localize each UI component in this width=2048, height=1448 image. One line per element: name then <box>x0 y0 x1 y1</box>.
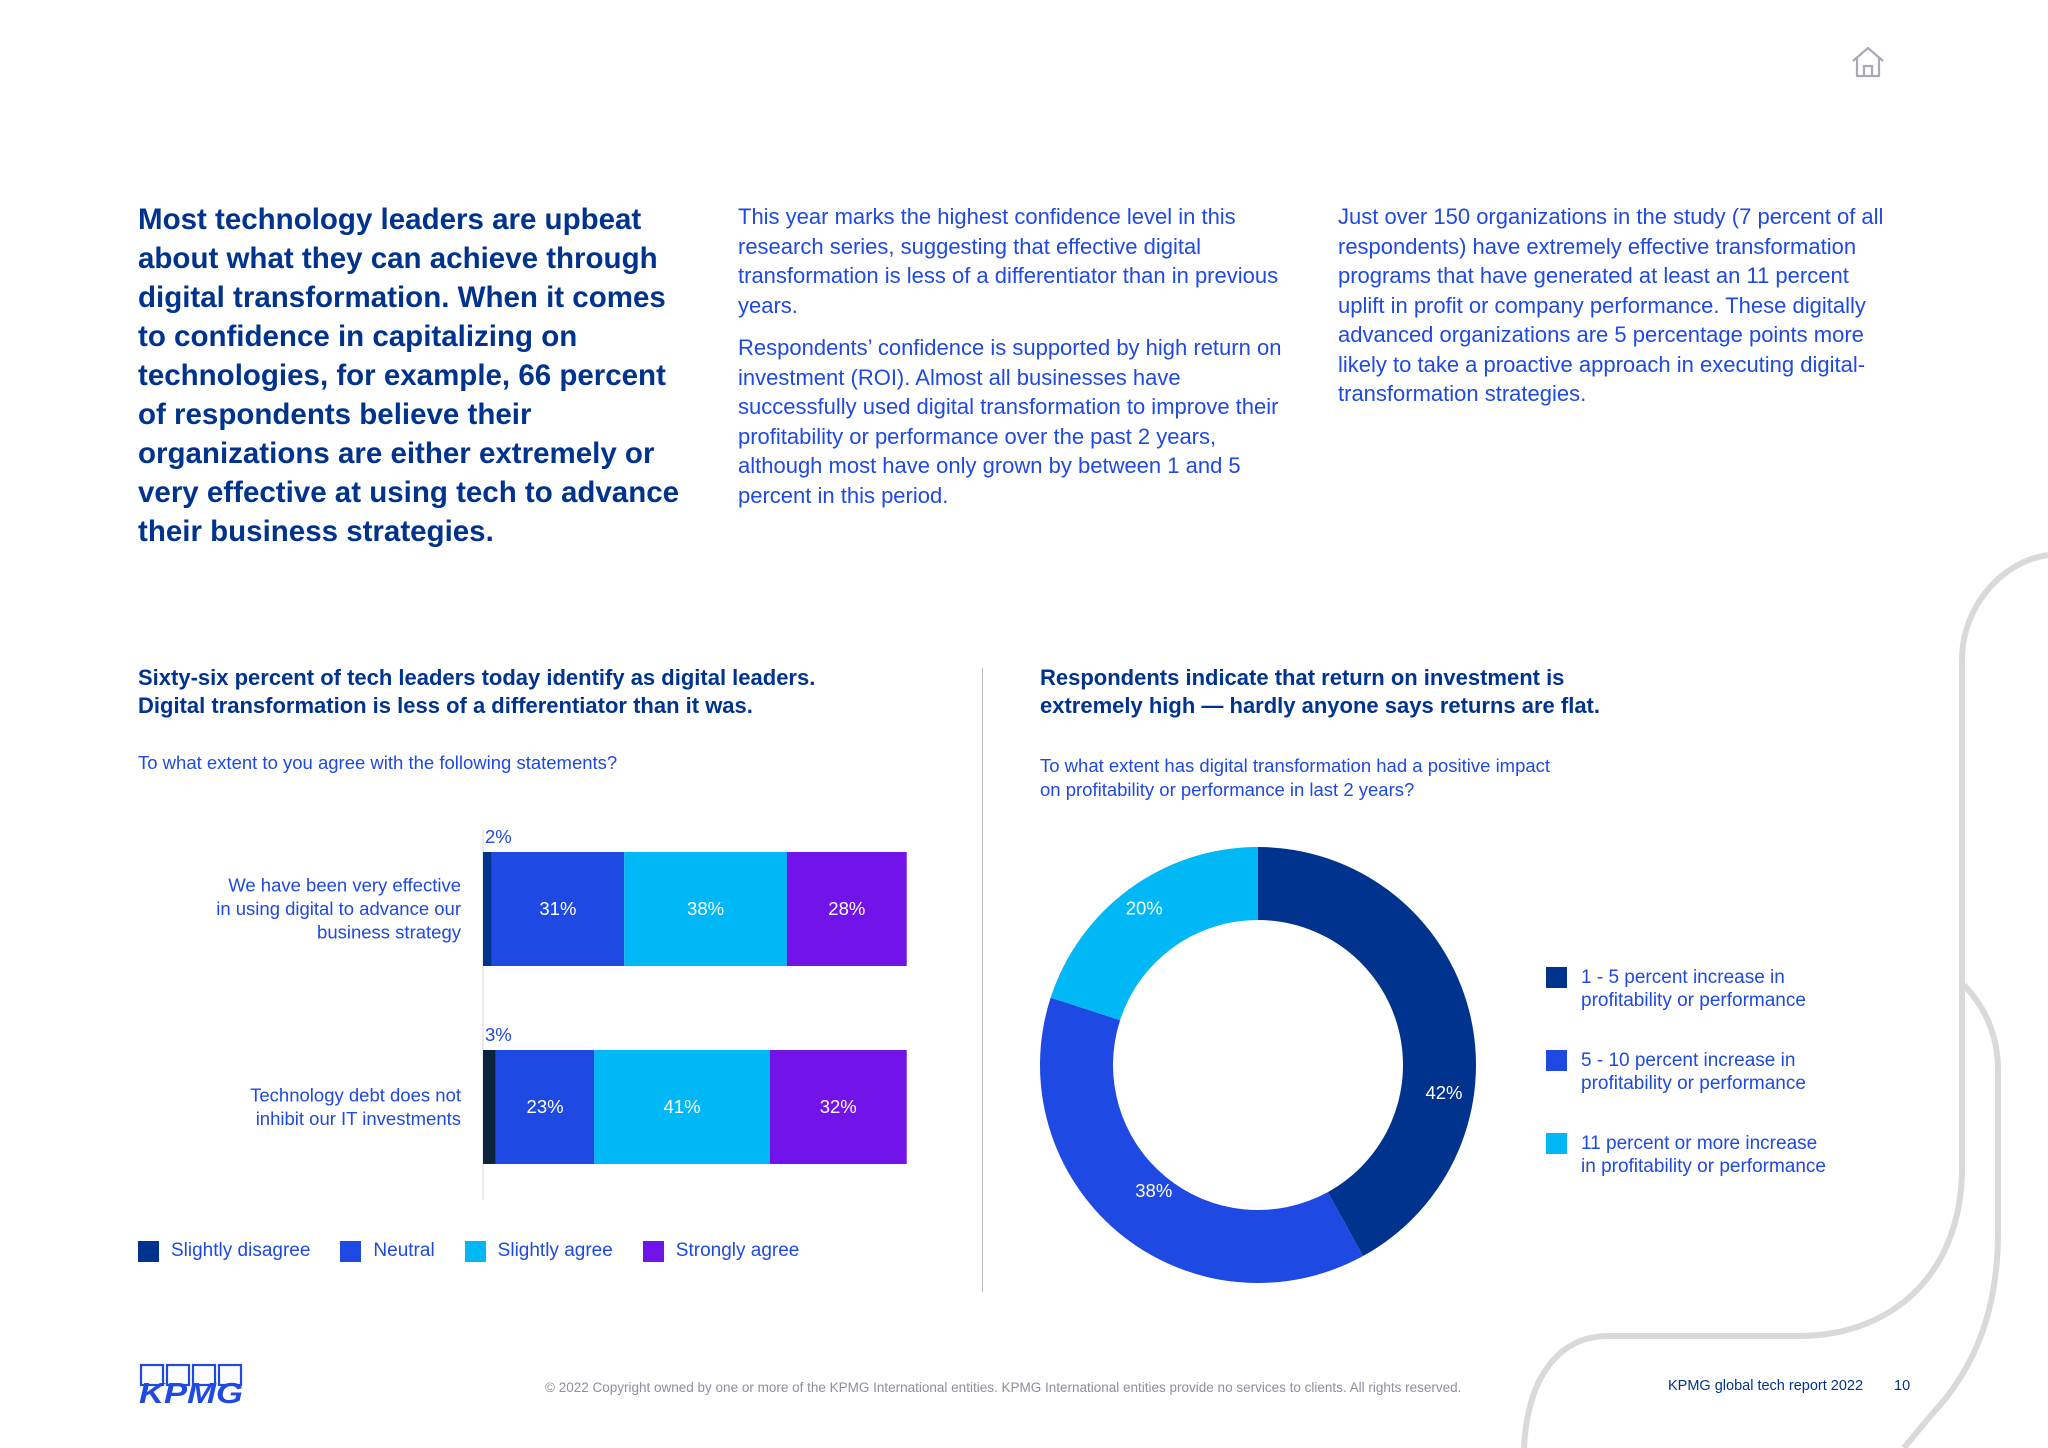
stacked-bar-chart <box>138 820 958 1200</box>
donut-chart-title <box>1040 664 1740 720</box>
bar-data-label: 23% <box>526 1096 564 1117</box>
bar-chart-title <box>138 664 958 720</box>
intro-col2-paragraph-2: Respondents’ confidence is supported by high return on investment (ROI). Almost all businesses have successfully used digital transformation to improve their profitability or performance over the past 2 years, although most have only grown by between 1 and 5 percent in this period. <box>738 335 1282 508</box>
bar-chart-question: To what extent to you agree with the following statements? <box>138 752 618 773</box>
home-icon[interactable] <box>1848 42 1888 82</box>
bar-data-label: 3% <box>485 1024 512 1045</box>
legend-item-11-plus-percent <box>1546 1132 1861 1178</box>
bar-data-label: 38% <box>687 898 725 919</box>
bar-category-label: Technology debt does not <box>250 1084 461 1106</box>
legend-text-line: 1 - 5 percent increase in <box>1581 967 1785 988</box>
intro-column-2 <box>738 202 1298 523</box>
donut-data-label: 20% <box>1125 897 1163 919</box>
intro-col2-paragraph-1: This year marks the highest confidence level in this research series, suggesting that effective digital transformation is less of a differentiator than in previous years. <box>738 204 1279 318</box>
legend-text-11-plus-percent <box>1581 1132 1861 1178</box>
bar-data-label: 2% <box>485 826 512 847</box>
intro-col3-paragraph-1: Just over 150 organizations in the study (7 percent of all respondents) have extremely effective transformation programs that have generated at least an 11 percent uplift in profit or company performance. These digitally advanced organizations are 5 percentage points more likely to take a proactive approach in executing digital-transformation strategies. <box>1338 204 1884 406</box>
legend-text-line: 11 percent or more increase <box>1581 1133 1818 1154</box>
bar-category-label: We have been very effective <box>228 874 461 896</box>
bar-segment <box>483 1050 496 1164</box>
donut-data-label: 42% <box>1425 1082 1463 1103</box>
legend-swatch-neutral <box>340 1241 361 1262</box>
legend-swatch-5-10-percent <box>1546 1050 1567 1071</box>
legend-swatch-slightly-disagree <box>138 1241 159 1262</box>
legend-item-5-10-percent <box>1546 1049 1861 1095</box>
bar-chart-legend <box>138 1240 799 1262</box>
legend-swatch-strongly-agree <box>643 1241 664 1262</box>
donut-question-line-2: on profitability or performance in last 2 years? <box>1040 779 1415 800</box>
legend-item-slightly-disagree <box>138 1240 310 1262</box>
donut-chart-title-line-1: Respondents indicate that return on investment is <box>1040 665 1565 690</box>
donut-slice <box>1258 847 1476 1256</box>
donut-slice <box>1040 998 1363 1283</box>
page-number: 10 <box>1894 1378 1911 1394</box>
donut-chart <box>1030 830 1490 1300</box>
bar-data-label: 28% <box>828 898 866 919</box>
bar-category-label: in using digital to advance our <box>216 898 461 919</box>
donut-question-line-1: To what extent has digital transformation had a positive impact <box>1040 755 1551 776</box>
donut-chart-question <box>1040 754 1550 802</box>
donut-chart-title-line-2: extremely high — hardly anyone says returns are flat. <box>1040 693 1600 718</box>
legend-text-5-10-percent <box>1581 1049 1861 1095</box>
legend-item-strongly-agree <box>643 1240 800 1262</box>
legend-label-slightly-disagree: Slightly disagree <box>171 1240 311 1261</box>
bar-data-label: 32% <box>819 1096 857 1117</box>
copyright-notice: © 2022 Copyright owned by one or more of the KPMG International entities. KPMG International entities provide no services to clients. All rights reserved. <box>545 1380 1462 1395</box>
legend-text-line: profitability or performance <box>1581 990 1806 1011</box>
column-divider <box>982 668 983 1292</box>
legend-swatch-1-5-percent <box>1546 967 1567 988</box>
legend-label-strongly-agree: Strongly agree <box>675 1240 800 1261</box>
bar-chart-title-line-1: Sixty-six percent of tech leaders today identify as digital leaders. <box>138 665 816 690</box>
intro-column-3 <box>1338 202 1898 422</box>
donut-slice <box>1051 847 1258 1020</box>
legend-label-slightly-agree: Slightly agree <box>497 1240 613 1261</box>
legend-label-neutral: Neutral <box>373 1240 435 1261</box>
kpmg-logo-text: KPMG <box>139 1378 243 1406</box>
legend-item-1-5-percent <box>1546 966 1861 1012</box>
legend-item-neutral <box>340 1240 434 1262</box>
legend-text-line: 5 - 10 percent increase in <box>1581 1050 1796 1071</box>
bar-chart-title-line-2: Digital transformation is less of a differentiator than it was. <box>138 693 753 718</box>
bar-category-label: business strategy <box>317 921 461 943</box>
bar-segment <box>483 852 492 966</box>
legend-swatch-11-plus-percent <box>1546 1133 1567 1154</box>
legend-text-1-5-percent <box>1581 966 1861 1012</box>
legend-item-slightly-agree <box>465 1240 613 1262</box>
donut-data-label: 38% <box>1135 1179 1173 1201</box>
decorative-curve-inner <box>1904 985 1998 1448</box>
bar-data-label: 41% <box>663 1096 701 1117</box>
kpmg-logo[interactable] <box>138 1362 246 1406</box>
legend-swatch-slightly-agree <box>465 1241 486 1262</box>
legend-text-line: profitability or performance <box>1581 1073 1806 1094</box>
donut-chart-legend <box>1546 966 1861 1215</box>
report-name: KPMG global tech report 2022 <box>1668 1378 1864 1394</box>
bar-data-label: 31% <box>539 898 577 919</box>
legend-text-line: in profitability or performance <box>1581 1156 1826 1177</box>
bar-category-label: inhibit our IT investments <box>255 1107 461 1129</box>
lead-paragraph: Most technology leaders are upbeat about what they can achieve through digital transformation. When it comes to confidence in capitalizing on technologies, for example, 66 percent of respondents believe their organizations are either extremely or very effective at using tech to advance their business strategies. <box>138 203 680 548</box>
